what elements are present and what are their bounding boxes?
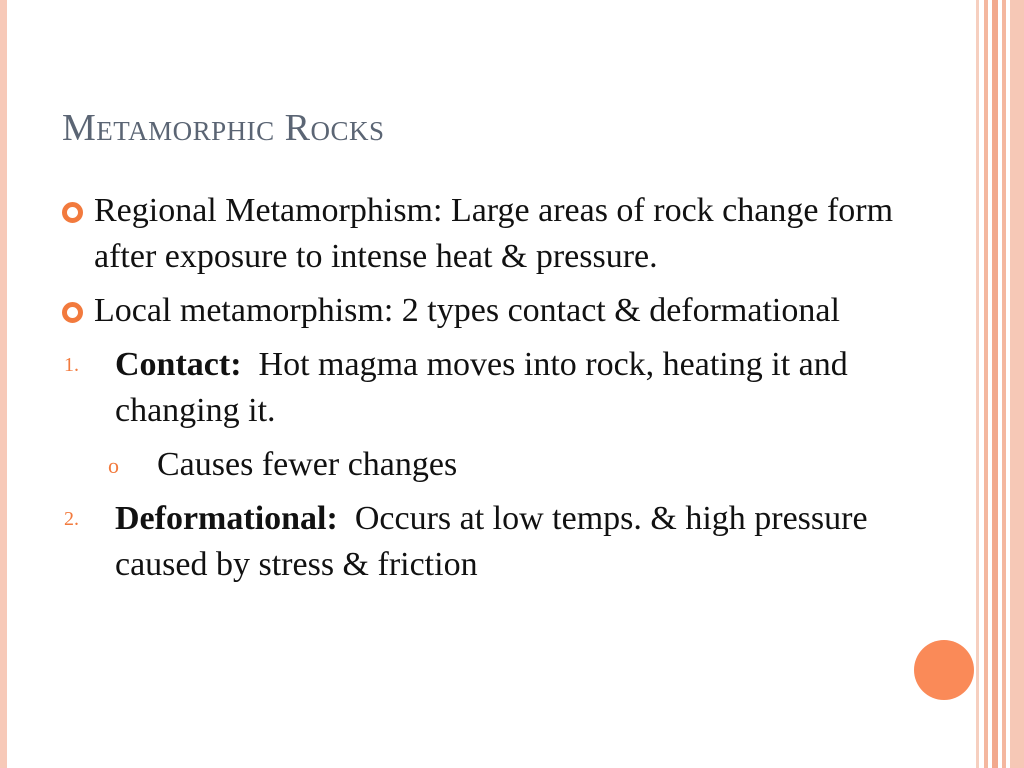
bullet-item-regional [62,188,902,280]
stripe [1010,0,1024,768]
stripe [976,0,979,768]
decorative-circle [914,640,974,700]
term-definition: Hot magma moves into rock, heating it and changing it. [115,346,857,429]
bullet-ring-icon [62,202,83,223]
sub-item-fewer-changes [62,442,902,488]
numbered-item-contact [62,342,902,434]
slide-title: Metamorphic Rocks [62,107,385,149]
sub-bullet-text: Causes fewer changes [157,446,458,483]
numbered-item-deformational [62,496,902,588]
bullet-item-local [62,288,902,334]
bullet-ring-icon [62,302,83,323]
term-definition: Occurs at low temps. & high pressure caused by stress & friction [115,500,877,583]
list-number: 1. [64,354,79,376]
list-number: 2. [64,508,79,530]
slide-body [62,188,902,596]
left-border-decoration [0,0,7,768]
stripe [992,0,998,768]
bullet-text: Regional Metamorphism: Large areas of rock change form after exposure to intense heat & pressure. [94,192,894,275]
stripe [984,0,988,768]
stripe [1002,0,1006,768]
sub-bullet-marker: o [108,453,119,478]
term-label: Deformational: [115,500,338,537]
term-label: Contact: [115,346,242,383]
bullet-text: Local metamorphism: 2 types contact & deformational [94,292,840,329]
